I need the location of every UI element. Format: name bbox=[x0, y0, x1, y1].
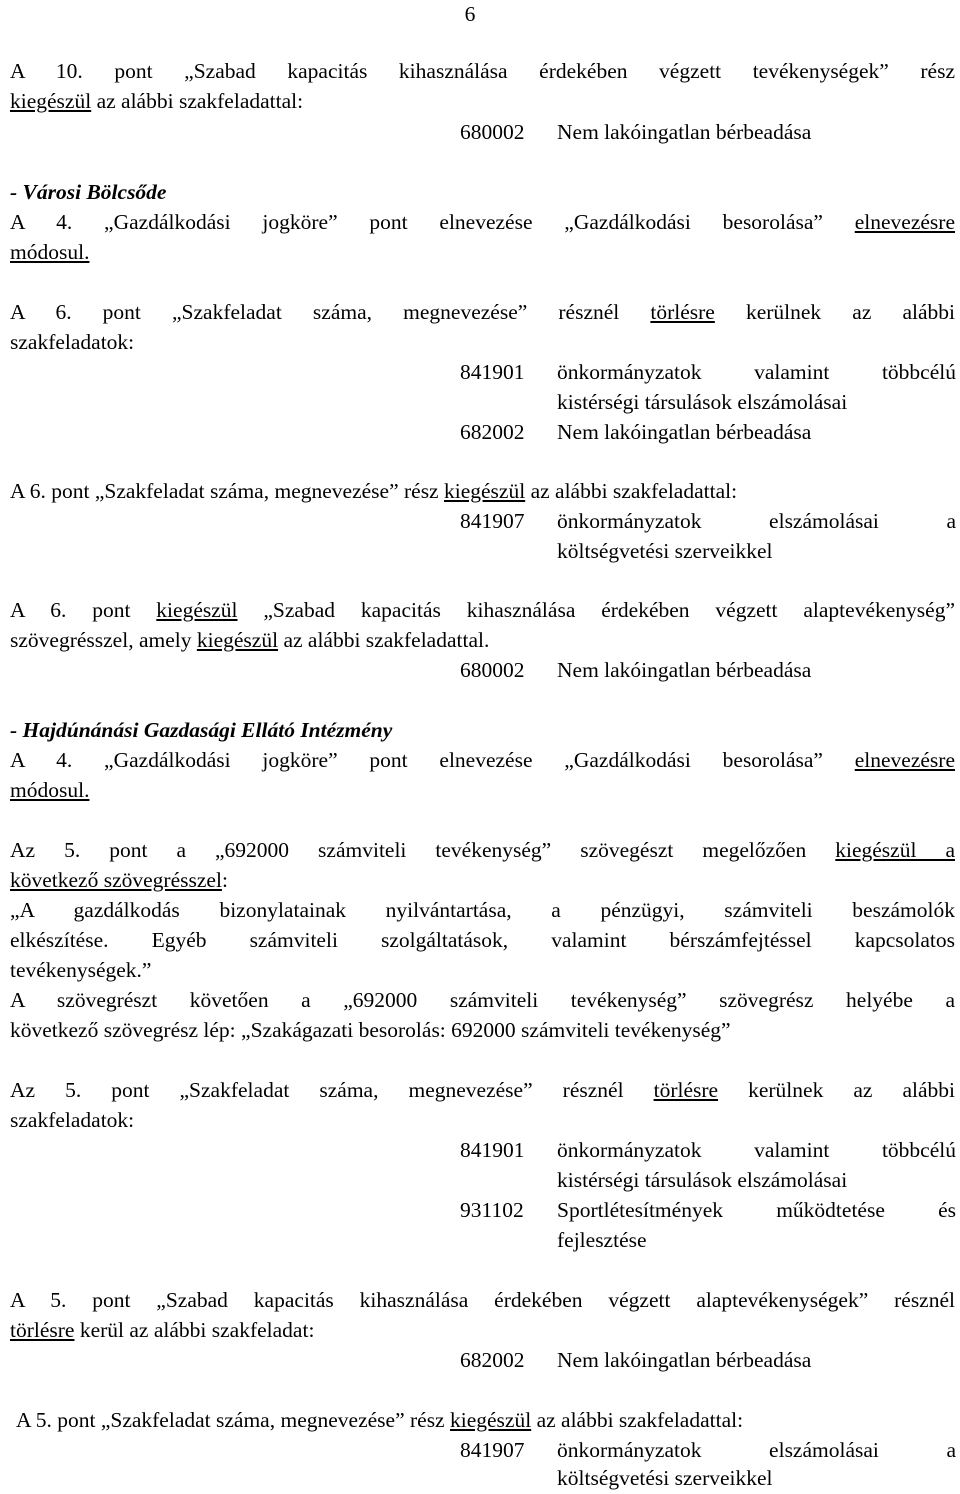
section-heading: - Városi Bölcsőde bbox=[10, 180, 167, 204]
underlined-text: kiegészül bbox=[196, 628, 279, 652]
activity-entry bbox=[460, 1436, 956, 1466]
paragraph-line: szakfeladatok: bbox=[10, 1108, 135, 1132]
paragraph-line: tevékenységek.” bbox=[10, 958, 152, 982]
activity-name: önkormányzatok elszámolásai a bbox=[557, 509, 956, 533]
activity-name-continued: kistérségi társulások elszámolásai bbox=[557, 390, 848, 414]
paragraph-line bbox=[10, 238, 955, 268]
activity-name: önkormányzatok elszámolásai a bbox=[557, 1438, 956, 1462]
underlined-text: módosul. bbox=[10, 778, 90, 802]
paragraph-line: A 5. pont „Szabad kapacitás kihasználása érdekében végzett alaptevékenységek” résznél bbox=[10, 1288, 955, 1312]
underlined-text: elnevezésre bbox=[854, 210, 955, 234]
activity-code: 841901 bbox=[460, 360, 525, 384]
activity-code: 931102 bbox=[460, 1198, 524, 1222]
activity-entry bbox=[460, 1196, 956, 1226]
activity-code: 680002 bbox=[460, 658, 525, 682]
activity-entry bbox=[460, 358, 956, 388]
underlined-text: törlésre bbox=[10, 1318, 75, 1342]
paragraph-line: Az 5. pont a „692000 számviteli tevékenység” szövegészt megelőzően kiegészül a bbox=[10, 838, 955, 862]
page-number: 6 bbox=[464, 2, 476, 26]
paragraph-line: A 6. pont kiegészül „Szabad kapacitás kihasználása érdekében végzett alaptevékenység” bbox=[10, 598, 955, 622]
paragraph-line: következő szövegrésszel: bbox=[10, 868, 228, 892]
activity-code: 682002 bbox=[460, 420, 525, 444]
activity-code: 682002 bbox=[460, 1348, 525, 1372]
activity-name: Sportlétesítmények működtetése és bbox=[557, 1198, 956, 1222]
activity-code: 841907 bbox=[460, 1438, 525, 1462]
activity-name: önkormányzatok valamint többcélú bbox=[557, 1138, 956, 1162]
underlined-text: kiegészül bbox=[10, 89, 92, 113]
paragraph-line: A 4. „Gazdálkodási jogköre” pont elnevezése „Gazdálkodási besorolása” elnevezésre bbox=[10, 748, 955, 772]
paragraph-line: „A gazdálkodás bizonylatainak nyilvántartása, a pénzügyi, számviteli beszámolók bbox=[10, 898, 955, 922]
paragraph-line: A szövegrészt követően a „692000 számviteli tevékenység” szövegrész helyébe a bbox=[10, 988, 955, 1012]
underlined-text: következő szövegrésszel bbox=[10, 868, 222, 892]
activity-name: Nem lakóingatlan bérbeadása bbox=[557, 658, 812, 682]
paragraph-line: törlésre kerül az alábbi szakfeladat: bbox=[10, 1318, 315, 1342]
paragraph-line: A 10. pont „Szabad kapacitás kihasználása érdekében végzett tevékenységek” rész bbox=[10, 59, 955, 83]
underlined-text: elnevezésre bbox=[854, 748, 955, 772]
paragraph-line: kiegészül az alábbi szakfeladattal: bbox=[10, 89, 304, 113]
activity-code: 680002 bbox=[460, 120, 525, 144]
paragraph-line: szövegrésszel, amely kiegészül az alábbi szakfeladattal. bbox=[10, 628, 490, 652]
activity-code: 841901 bbox=[460, 1138, 525, 1162]
underlined-text: kiegészül bbox=[449, 1408, 532, 1432]
paragraph-line: Az 5. pont „Szakfeladat száma, megnevezése” résznél törlésre kerülnek az alábbi bbox=[10, 1078, 955, 1102]
activity-name: Nem lakóingatlan bérbeadása bbox=[557, 420, 812, 444]
paragraph-line: szakfeladatok: bbox=[10, 330, 135, 354]
activity-entry bbox=[460, 118, 956, 148]
activity-name: Nem lakóingatlan bérbeadása bbox=[557, 1348, 812, 1372]
underlined-text: kiegészül bbox=[156, 598, 238, 622]
underlined-text: törlésre bbox=[653, 1078, 719, 1102]
activity-name-continued: költségvetési szerveikkel bbox=[557, 539, 773, 563]
underlined-text: kiegészül a bbox=[835, 838, 955, 862]
paragraph-line: A 6. pont „Szakfeladat száma, megnevezése” résznél törlésre kerülnek az alábbi bbox=[10, 300, 955, 324]
underlined-text: törlésre bbox=[650, 300, 715, 324]
activity-name-continued: kistérségi társulások elszámolásai bbox=[557, 1168, 848, 1192]
paragraph-line: A 6. pont „Szakfeladat száma, megnevezése” rész kiegészül az alábbi szakfeladattal: bbox=[10, 479, 738, 503]
section-heading: - Hajdúnánási Gazdasági Ellátó Intézmény bbox=[10, 718, 393, 742]
paragraph-line: A 5. pont „Szakfeladat száma, megnevezése” rész kiegészül az alábbi szakfeladattal: bbox=[16, 1408, 744, 1432]
activity-entry bbox=[460, 507, 956, 537]
underlined-text: kiegészül bbox=[443, 479, 526, 503]
activity-entry bbox=[460, 656, 956, 686]
activity-code: 841907 bbox=[460, 509, 525, 533]
paragraph-line bbox=[10, 776, 955, 806]
paragraph-line: A 4. „Gazdálkodási jogköre” pont elnevezése „Gazdálkodási besorolása” elnevezésre bbox=[10, 210, 955, 234]
activity-name-continued: fejlesztése bbox=[557, 1228, 647, 1252]
activity-name: önkormányzatok valamint többcélú bbox=[557, 360, 956, 384]
activity-entry bbox=[460, 418, 956, 448]
activity-name-continued: költségvetési szerveikkel bbox=[557, 1466, 773, 1490]
activity-name: Nem lakóingatlan bérbeadása bbox=[557, 120, 812, 144]
activity-entry bbox=[460, 1346, 956, 1376]
underlined-text: módosul. bbox=[10, 240, 90, 264]
activity-entry bbox=[460, 1136, 956, 1166]
paragraph-line: következő szövegrész lép: „Szakágazati besorolás: 692000 számviteli tevékenység” bbox=[10, 1018, 731, 1042]
paragraph-line: elkészítése. Egyéb számviteli szolgáltatások, valamint bérszámfejtéssel kapcsolatos bbox=[10, 928, 955, 952]
